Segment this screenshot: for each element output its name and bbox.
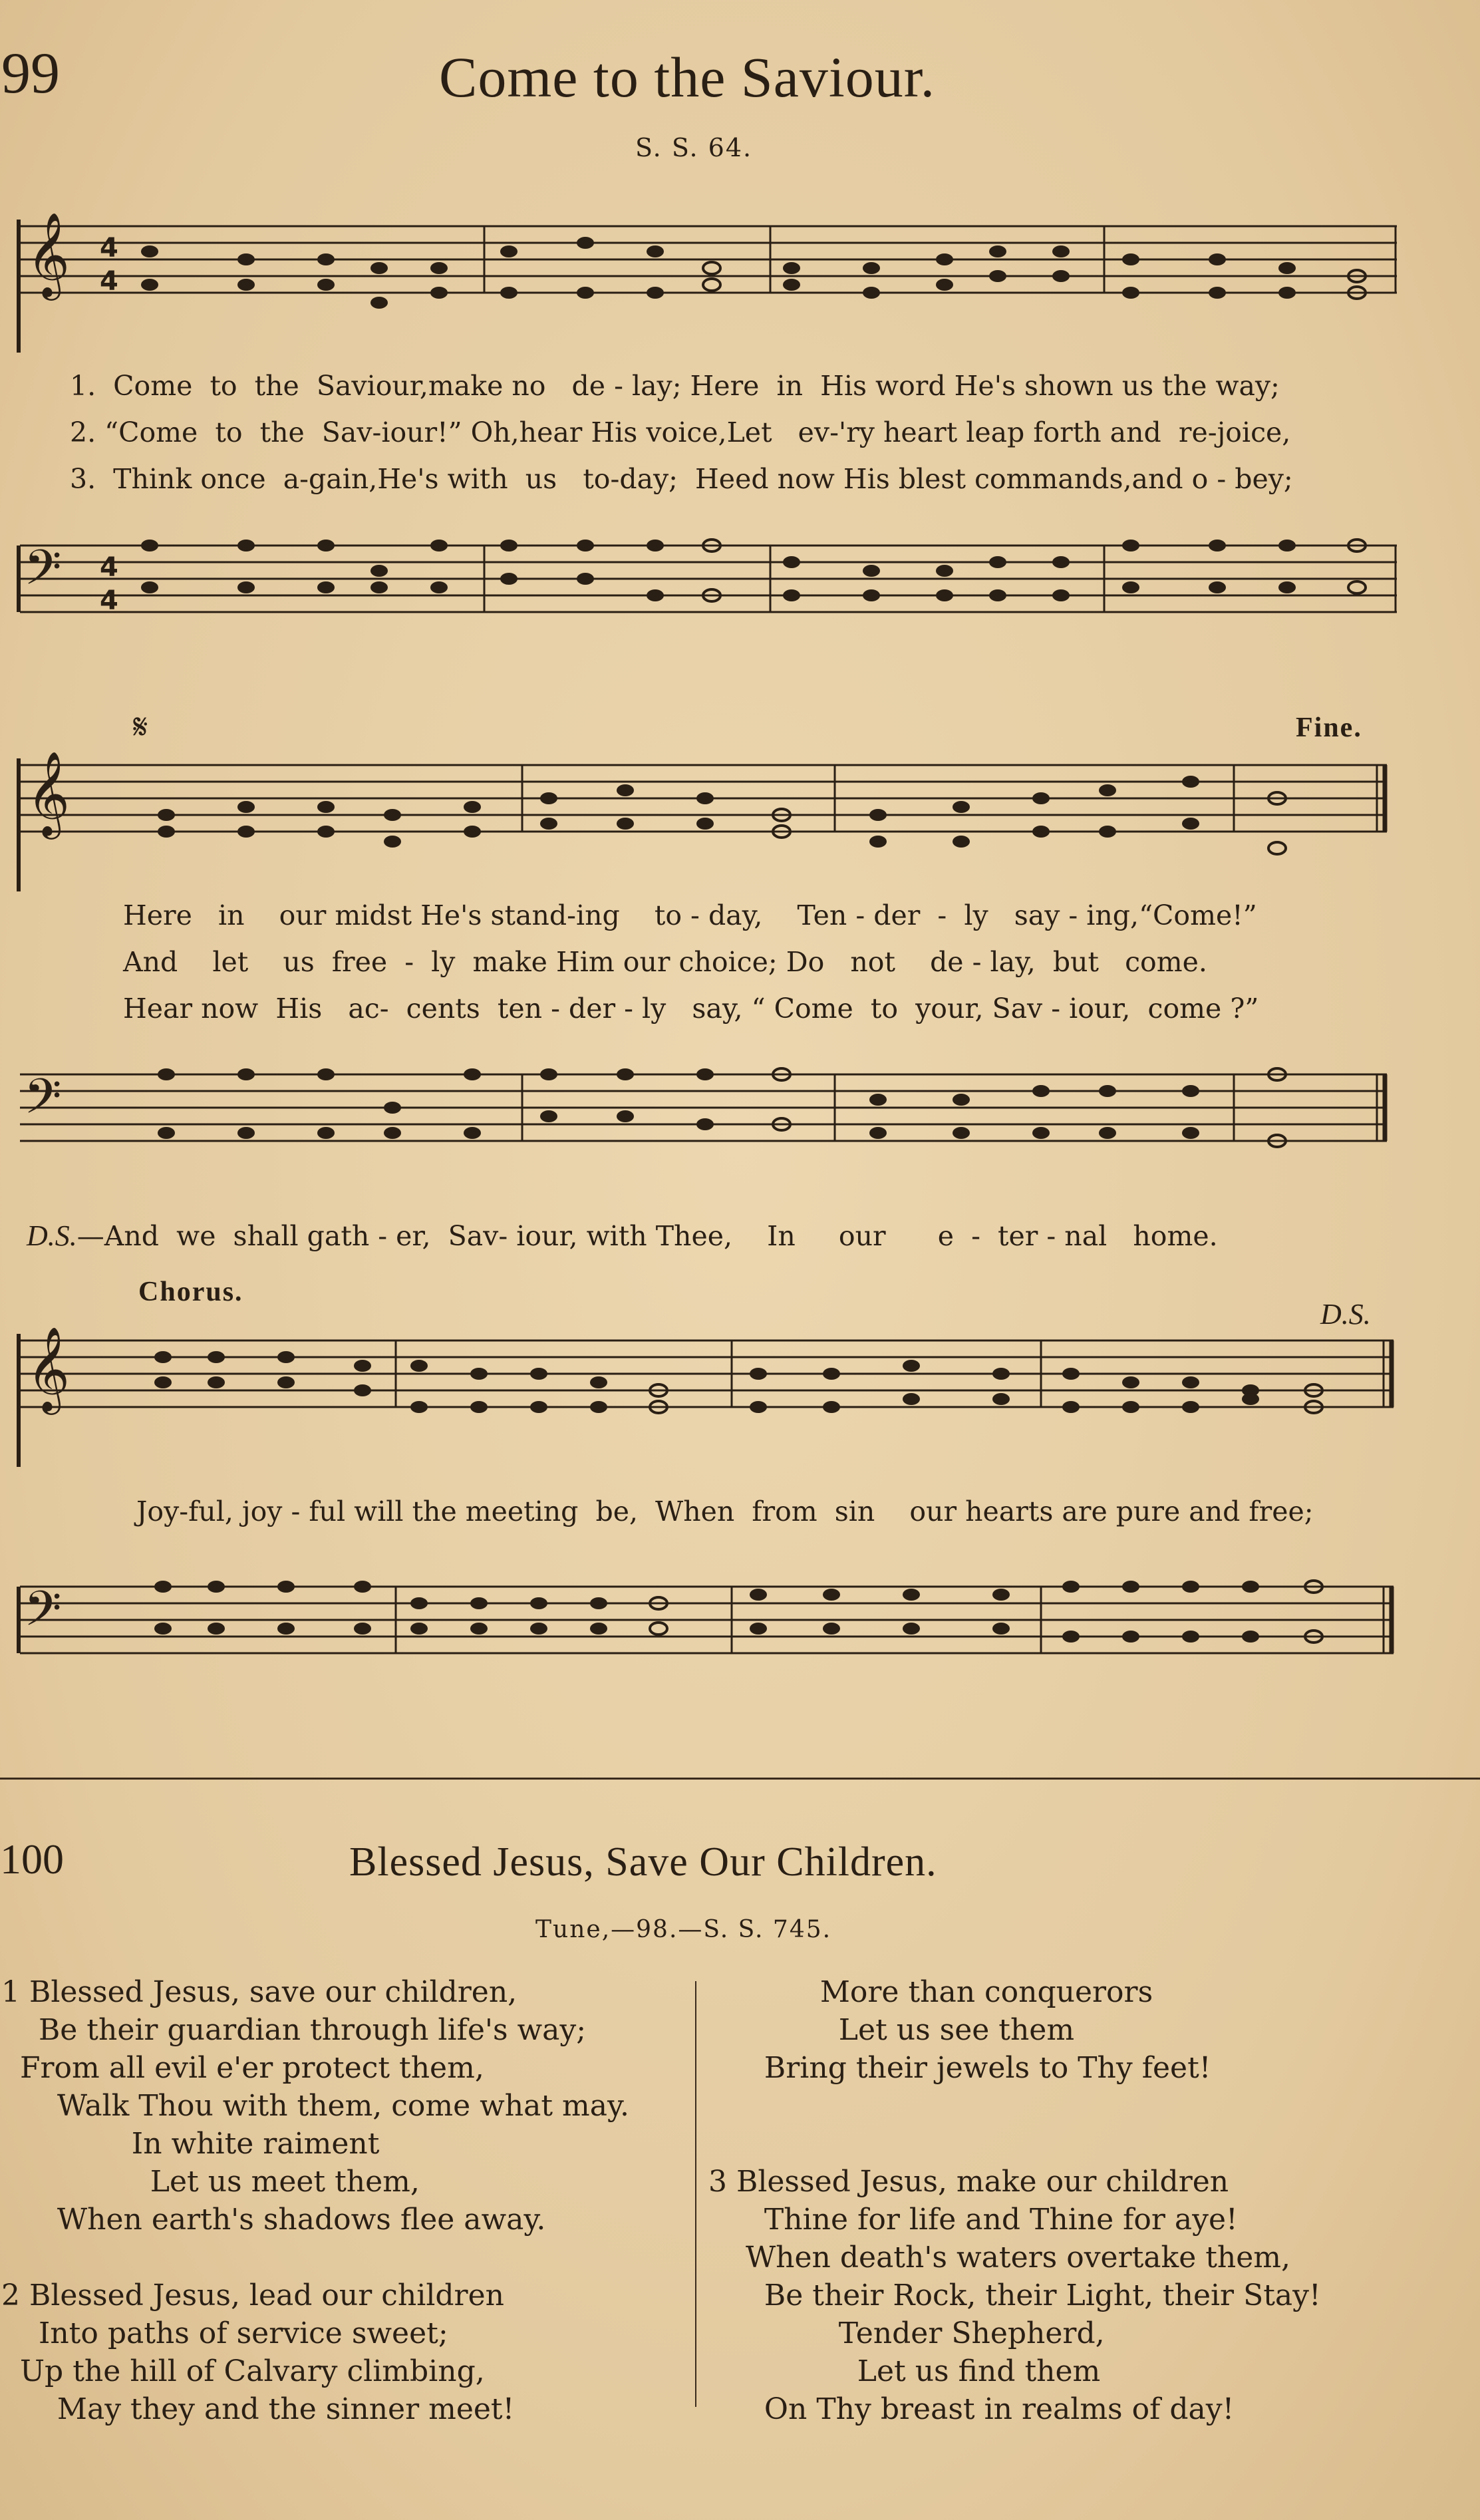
staff-system-1-treble	[0, 200, 1480, 353]
bass-clef-icon: 𝄢	[24, 1068, 62, 1136]
svg-text:4: 4	[100, 266, 118, 297]
poem-line: Bring their jewels to Thy feet!	[708, 2051, 1211, 2085]
fine-label: Fine.	[1296, 712, 1362, 743]
hymn-99-title: Come to the Saviour.	[439, 45, 936, 109]
poem-line: When death's waters overtake them,	[708, 2241, 1290, 2275]
treble-clef-icon: 𝄞	[27, 750, 71, 836]
poem-line: Thine for life and Thine for aye!	[708, 2203, 1238, 2237]
staff-system-1-bass	[0, 519, 1480, 679]
treble-clef-icon: 𝄞	[27, 1326, 71, 1411]
bass-clef-icon: 𝄢	[24, 539, 62, 607]
music-notes	[154, 1351, 1322, 1413]
staff-system-2-treble	[0, 738, 1480, 891]
poem-line: May they and the sinner meet!	[1, 2392, 515, 2426]
poem-line: Be their Rock, their Light, their Stay!	[708, 2279, 1321, 2312]
poem-line: When earth's shadows flee away.	[1, 2203, 546, 2237]
poem-line	[1, 2239, 629, 2277]
verse-2-part-2: And let us free - ly make Him our choice; Do not de - lay, but come.	[123, 946, 1207, 978]
svg-text:4: 4	[100, 585, 118, 616]
svg-text:4: 4	[100, 233, 118, 263]
poem-line: From all evil e'er protect them,	[1, 2051, 484, 2085]
chorus-label: Chorus.	[138, 1277, 243, 1307]
hymn-100-right-column	[708, 1973, 1321, 2428]
hymn-100-title: Blessed Jesus, Save Our Children.	[349, 1839, 937, 1885]
column-divider	[695, 1981, 696, 2407]
poem-line: Let us see them	[708, 2013, 1075, 2047]
section-divider	[0, 1778, 1480, 1780]
hymn-100-number: 100	[0, 1835, 64, 1883]
poem-line: Walk Thou with them, come what may.	[1, 2089, 630, 2123]
staff-system-3-treble	[0, 1314, 1480, 1467]
poem-line: 2 Blessed Jesus, lead our children	[1, 2279, 504, 2312]
poem-line: Tender Shepherd,	[708, 2316, 1105, 2350]
poem-line	[708, 2087, 1321, 2125]
hymn-100-left-column	[1, 1973, 629, 2428]
poem-line: Be their guardian through life's way;	[1, 2013, 587, 2047]
poem-line: In white raiment	[1, 2127, 380, 2161]
verse-2-part-1: 2. “Come to the Sav-iour!” Oh,hear His voice,Let ev-'ry heart leap forth and re-joice,	[70, 416, 1291, 448]
music-notes	[154, 1581, 1322, 1643]
chorus-ds-label: D.S.	[1320, 1298, 1371, 1331]
segno-icon: 𝄋	[133, 707, 148, 747]
ds-line	[27, 1219, 1218, 1253]
staff-system-3-bass	[0, 1560, 1480, 1720]
svg-text:4: 4	[100, 552, 118, 583]
ds-label: D.S.	[27, 1219, 77, 1252]
staff-system-2-bass	[0, 1048, 1480, 1207]
verse-3-part-2: Hear now His ac- cents ten - der - ly say, “ Come to your, Sav - iour, come ?”	[123, 993, 1259, 1024]
verse-3-part-1: 3. Think once a-gain,He's with us to-day; Heed now His blest commands,and o - bey;	[70, 463, 1293, 495]
poem-line: Let us meet them,	[1, 2165, 420, 2199]
ds-text: —And we shall gath - er, Sav- iour, with Thee, In our e - ter - nal home.	[76, 1220, 1218, 1252]
poem-line	[708, 2125, 1321, 2163]
treble-clef-icon: 𝄞	[27, 212, 71, 297]
poem-line: Into paths of service sweet;	[1, 2316, 448, 2350]
chorus-line: Joy-ful, joy - ful will the meeting be, When from sin our hearts are pure and free;	[136, 1496, 1314, 1527]
verse-1-part-1: 1. Come to the Saviour,make no de - lay; Here in His word He's shown us the way;	[70, 370, 1280, 402]
poem-line: More than conquerors	[708, 1975, 1153, 2009]
hymn-100-reference: Tune,—98.—S. S. 745.	[535, 1916, 832, 1943]
poem-line: 1 Blessed Jesus, save our children,	[1, 1975, 518, 2009]
poem-line: On Thy breast in realms of day!	[708, 2392, 1235, 2426]
music-notes	[100, 233, 1366, 309]
poem-line: 3 Blessed Jesus, make our children	[708, 2165, 1229, 2199]
hymn-99-number: 99	[1, 41, 60, 106]
hymn-99-reference: S. S. 64.	[635, 133, 753, 162]
poem-line: Let us find them	[708, 2354, 1101, 2388]
verse-1-part-2: Here in our midst He's stand-ing to - day, Ten - der - ly say - ing,“Come!”	[123, 899, 1257, 931]
poem-line: Up the hill of Calvary climbing,	[1, 2354, 485, 2388]
bass-clef-icon: 𝄢	[24, 1580, 62, 1649]
